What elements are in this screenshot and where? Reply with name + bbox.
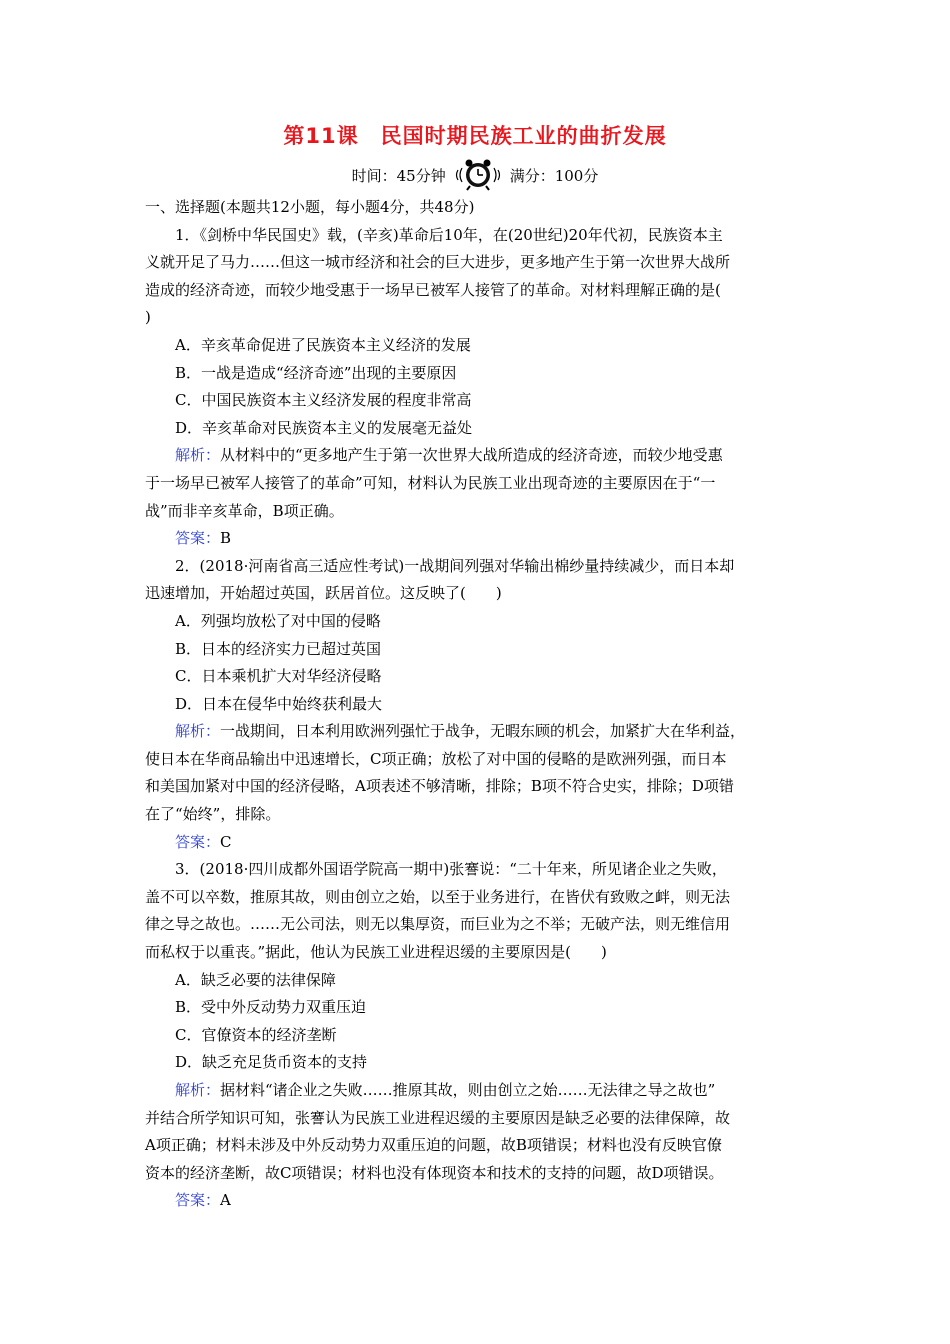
analysis-text: 从材料中的“更多地产生于第一次世界大战所造成的经济奇迹，而较少地受惠 [220, 446, 723, 465]
question-3 [145, 856, 809, 1215]
analysis-text: 一战期间，日本利用欧洲列强忙于战争，无暇东顾的机会，加紧扩大在华利益， [220, 722, 746, 741]
analysis-line: A项正确；材料未涉及中外反动势力双重压迫的问题，故B项错误；材料也没有反映官僚 [145, 1136, 722, 1155]
question-line: ) [145, 308, 151, 327]
option-a: A．缺乏必要的法律保障 [175, 970, 336, 989]
analysis-line: 使日本在华商品输出中迅速增长，C项正确；放松了对中国的侵略的是欧洲列强，而日本 [145, 749, 727, 768]
analysis-label: 解析： [175, 722, 221, 741]
option-c: C．官僚资本的经济垄断 [175, 1025, 337, 1044]
analysis-line: 战”而非辛亥革命，B项正确。 [145, 501, 344, 520]
option-a: A．列强均放松了对中国的侵略 [175, 611, 381, 630]
question-line: 盖不可以卒数，推原其故，则由创立之始，以至于业务进行，在皆伏有致败之衅，则无法 [145, 887, 731, 906]
question-line: 1．《剑桥中华民国史》载，(辛亥)革命后10年，在(20世纪)20年代初，民族资本主 [175, 225, 723, 244]
time-limit: 时间：45分钟 [351, 166, 446, 185]
option-d: D．日本在侵华中始终获利最大 [175, 694, 383, 713]
analysis-line [145, 442, 809, 470]
lesson-title: 第11课 民国时期民族工业的曲折发展 [283, 124, 667, 148]
answer-line [145, 1187, 809, 1215]
analysis-line [145, 1077, 809, 1105]
option-c: C．中国民族资本主义经济发展的程度非常高 [175, 391, 472, 410]
question-line: 3．(2018·四川成都外国语学院高一期中)张謇说：“二十年来，所见诸企业之失败， [175, 860, 727, 879]
exam-meta [0, 158, 950, 192]
question-1 [145, 222, 809, 553]
analysis-line: 在了“始终”，排除。 [145, 805, 281, 824]
analysis-line: 和美国加紧对中国的经济侵略，A项表述不够清晰，排除；B项不符合史实，排除；D项错 [145, 777, 734, 796]
option-c: C．日本乘机扩大对华经济侵略 [175, 667, 382, 686]
analysis-label: 解析： [175, 446, 221, 465]
option-d: D．缺乏充足货币资本的支持 [175, 1053, 368, 1072]
answer-line [145, 525, 809, 553]
answer-label: 答案： [175, 1191, 221, 1210]
analysis-line: 并结合所学知识可知，张謇认为民族工业进程迟缓的主要原因是缺乏必要的法律保障，故 [145, 1108, 731, 1127]
answer-value: B [220, 529, 232, 548]
answer-label: 答案： [175, 529, 221, 548]
question-line: 造成的经济奇迹，而较少地受惠于一场早已被军人接管了的革命。对材料理解正确的是( [145, 280, 721, 299]
section-heading: 一、选择题(本题共12小题，每小题4分，共48分) [145, 198, 475, 216]
analysis-line: 于一场早已被军人接管了的革命”可知，材料认为民族工业出现奇迹的主要原因在于“一 [145, 473, 716, 492]
full-score: 满分：100分 [509, 166, 599, 185]
option-a: A．辛亥革命促进了民族资本主义经济的发展 [175, 335, 471, 354]
option-b: B．受中外反动势力双重压迫 [175, 998, 367, 1017]
question-line: 2．(2018·河南省高三适应性考试)一战期间列强对华输出棉纱量持续减少，而日本却 [175, 556, 735, 575]
option-d: D．辛亥革命对民族资本主义的发展毫无益处 [175, 418, 473, 437]
alarm-clock-icon [452, 158, 504, 192]
question-line: 律之导之故也。……无公司法，则无以集厚资，而巨业为之不举；无破产法，则无维信用 [145, 915, 731, 934]
answer-label: 答案： [175, 832, 221, 851]
question-content [145, 194, 809, 1215]
analysis-line: 资本的经济垄断，故C项错误；材料也没有体现资本和技术的支持的问题，故D项错误。 [145, 1163, 724, 1182]
answer-value: A [220, 1191, 231, 1210]
question-2 [145, 553, 809, 857]
answer-line [145, 829, 809, 857]
analysis-line [145, 718, 809, 746]
answer-value: C [220, 832, 232, 851]
analysis-text: 据材料“诸企业之失败……推原其故，则由创立之始……无法律之导之故也” [220, 1081, 716, 1099]
question-line: 而私权于以重丧。”据此，他认为民族工业进程迟缓的主要原因是( ) [145, 943, 607, 962]
option-b: B．一战是造成“经济奇迹”出现的主要原因 [175, 363, 457, 382]
question-line: 义就开足了马力……但这一城市经济和社会的巨大进步，更多地产生于第一次世界大战所 [145, 253, 731, 272]
analysis-label: 解析： [175, 1081, 221, 1099]
option-b: B．日本的经济实力已超过英国 [175, 639, 382, 658]
question-line: 迅速增加，开始超过英国，跃居首位。这反映了( ) [145, 584, 502, 603]
